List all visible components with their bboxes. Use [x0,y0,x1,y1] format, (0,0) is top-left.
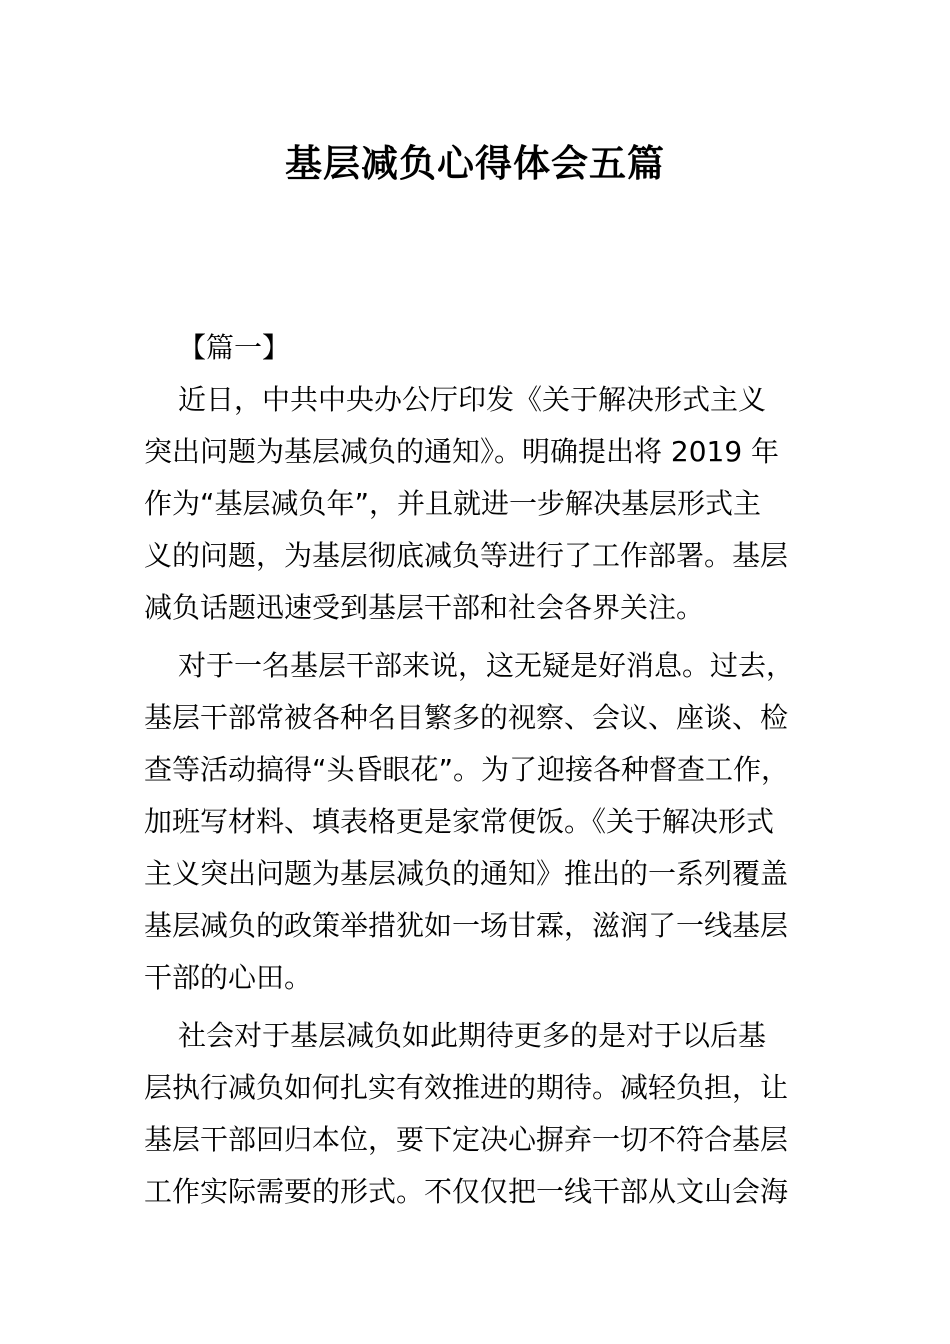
paragraph-line: 义的问题，为基层彻底减负等进行了工作部署。基层 [144,539,789,572]
paragraph-2 [144,640,834,1004]
paragraph-line: 基层干部常被各种名目繁多的视察、会议、座谈、检 [144,701,789,734]
paragraph-line: 基层减负的政策举措犹如一场甘霖，滋润了一线基层 [144,909,789,942]
paragraph-line: 对于一名基层干部来说，这无疑是好消息。过去， [178,649,795,682]
paragraph-line: 近日，中共中央办公厅印发《关于解决形式主义 [178,383,767,416]
paragraph-line: 查等活动搞得“头昏眼花”。为了迎接各种督查工作， [144,753,790,786]
section-label: 【篇一】 [178,331,291,364]
document-title: 基层减负心得体会五篇 [285,142,665,185]
paragraph-line: 社会对于基层减负如此期待更多的是对于以后基 [178,1019,767,1052]
paragraph-line: 作为“基层减负年”，并且就进一步解决基层形式主 [144,487,762,520]
paragraph-line: 主义突出问题为基层减负的通知》推出的一系列覆盖 [144,857,789,890]
paragraph-line: 干部的心田。 [144,961,313,994]
paragraph-line: 突出问题为基层减负的通知》。明确提出将 2019 年 [144,435,780,468]
paragraph-3 [144,1010,834,1218]
paragraph-line: 减负话题迅速受到基层干部和社会各界关注。 [144,591,705,624]
paragraph-line: 加班写材料、填表格更是家常便饭。《关于解决形式 [144,805,775,838]
paragraph-1 [144,374,834,634]
paragraph-line: 基层干部回归本位，要下定决心摒弃一切不符合基层 [144,1123,789,1156]
paragraph-line: 层执行减负如何扎实有效推进的期待。减轻负担，让 [144,1071,789,1104]
paragraph-line: 工作实际需要的形式。不仅仅把一线干部从文山会海 [144,1175,789,1208]
document-body [144,322,834,1224]
